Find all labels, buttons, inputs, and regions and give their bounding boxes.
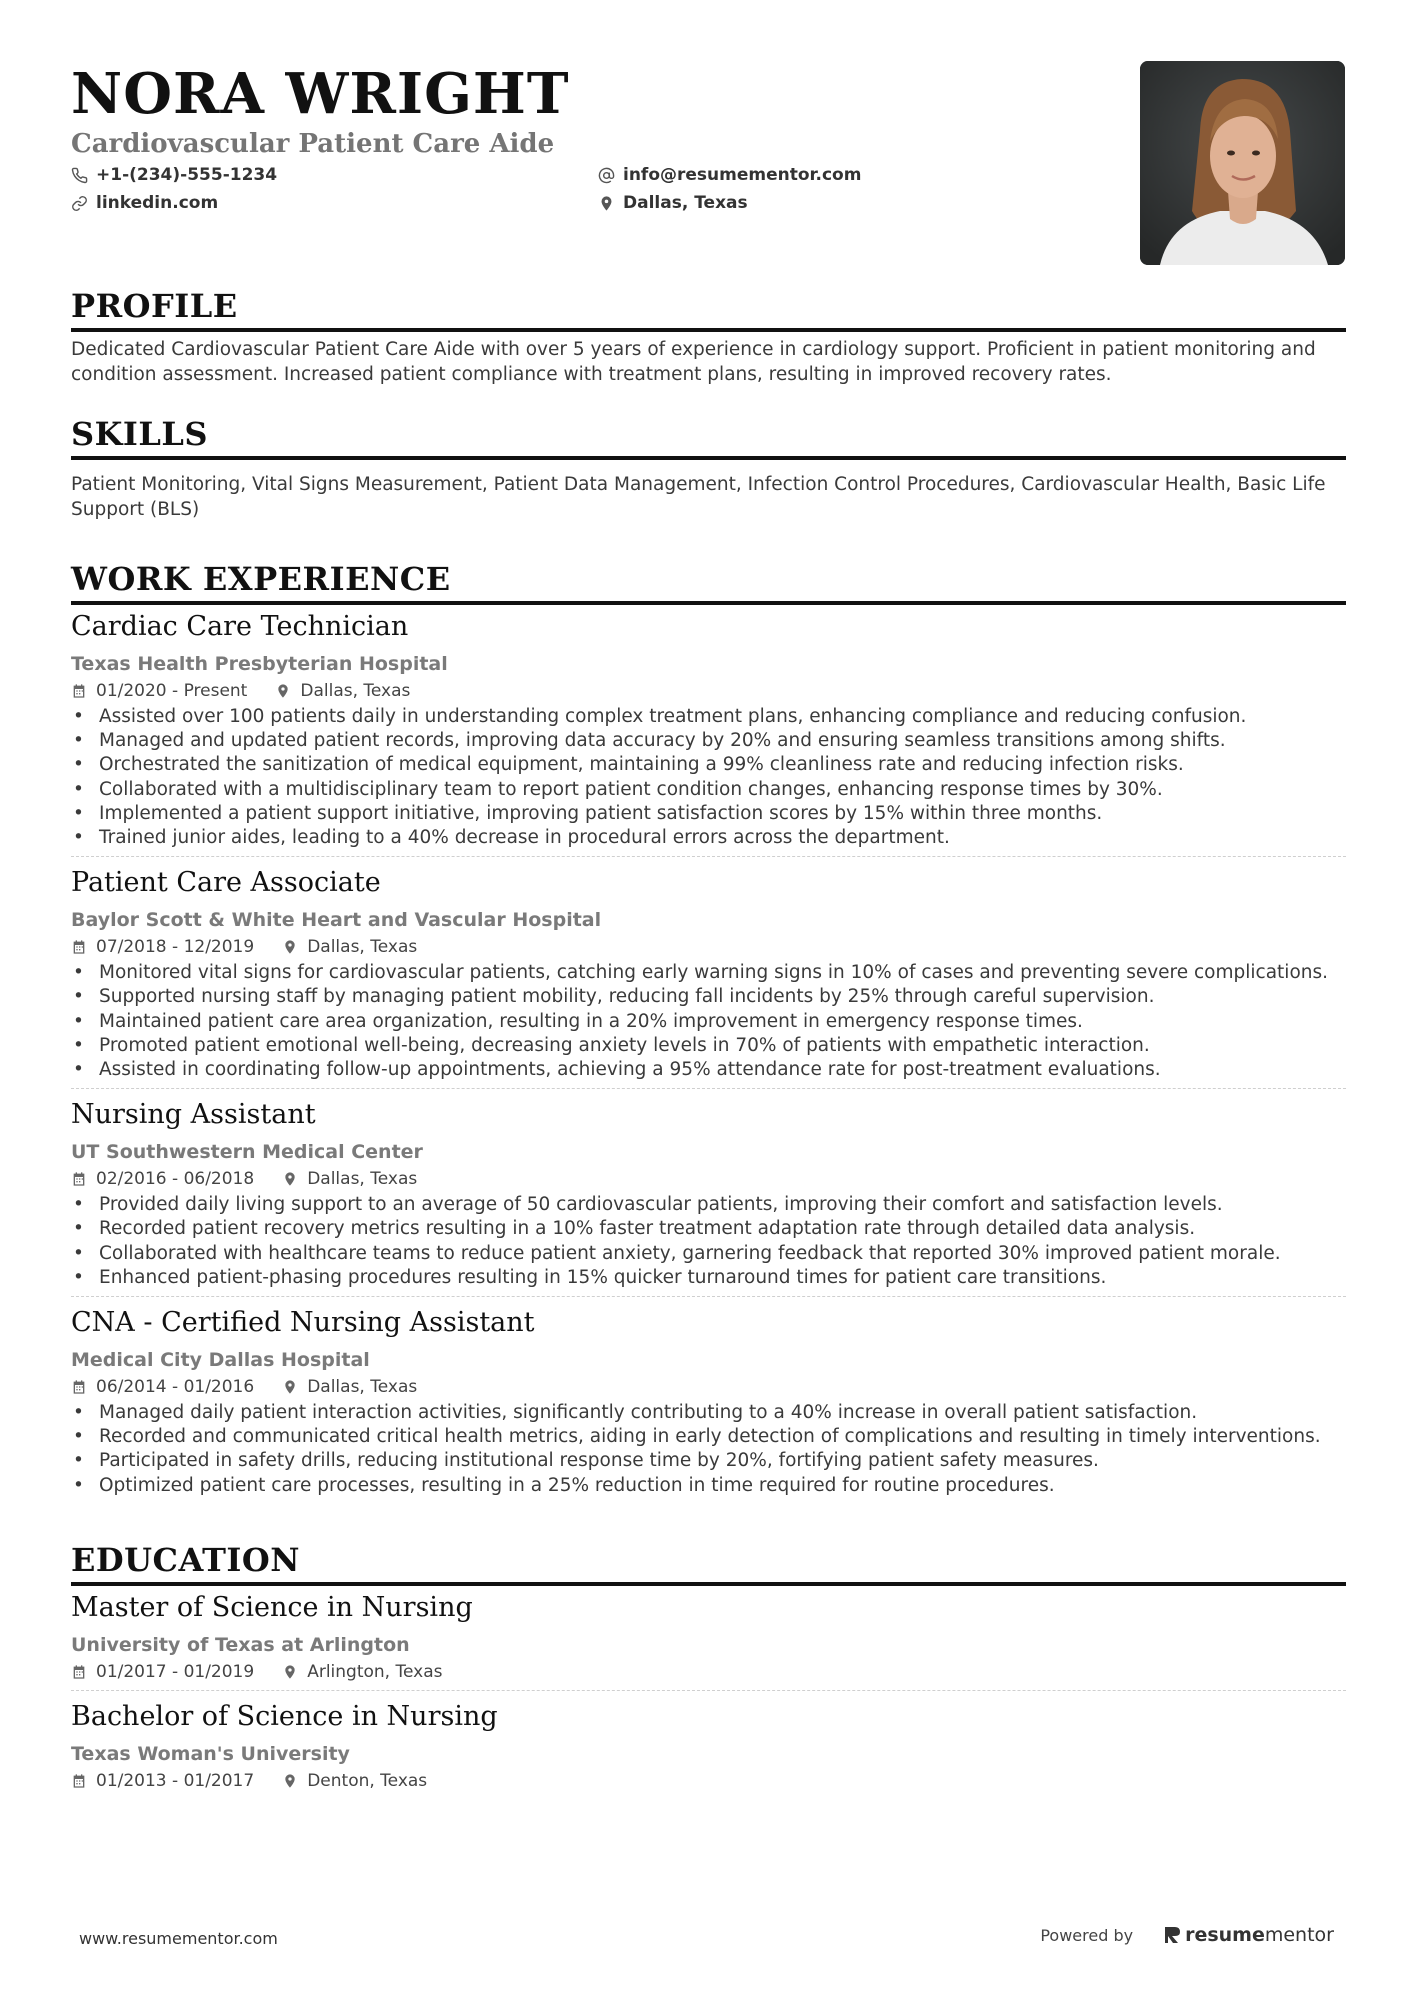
job-bullets (71, 961, 1346, 1082)
location-text: Denton, Texas (307, 1771, 428, 1791)
date-text: 06/2014 - 01/2016 (96, 1377, 255, 1398)
bullet-item: • Collaborated with healthcare teams to reduce patient anxiety, garnering feedback that reported 30% improved patient morale. (71, 1242, 1346, 1266)
date-text: 02/2016 - 06/2018 (96, 1169, 255, 1190)
entry-location (282, 1769, 427, 1793)
job-bullets (71, 1401, 1346, 1498)
map-pin-icon (282, 1664, 298, 1680)
location-text: Dallas, Texas (623, 193, 748, 213)
date-range (71, 1769, 254, 1793)
map-pin-icon (282, 1171, 298, 1187)
bullet-item: • Managed and updated patient records, improving data accuracy by 20% and ensuring seamless transitions among shifts. (71, 729, 1346, 753)
profile-text: Dedicated Cardiovascular Patient Care Aide with over 5 years of experience in cardiology support. Proficient in patient monitoring and condition assessment. Increased patient compliance with treatment plans, resulting in improved recovery rates. (71, 339, 1316, 385)
entry-meta (71, 1660, 1346, 1684)
skills-text: Patient Monitoring, Vital Signs Measurement, Patient Data Management, Infection Control Procedures, Cardiovascular Health, Basic Life Support (BLS) (71, 474, 1326, 520)
date-range (71, 679, 247, 703)
brand-bold: resume (1185, 1924, 1265, 1946)
resumementor-logo-icon (1163, 1925, 1181, 1945)
location-text: Dallas, Texas (307, 937, 418, 958)
experience-heading: WORK EXPERIENCE (71, 560, 1346, 605)
phone-text: +1-(234)-555-1234 (96, 165, 278, 185)
bullet-item: • Promoted patient emotional well-being, decreasing anxiety levels in 70% of patients with empathetic interaction. (71, 1034, 1346, 1058)
date-range (71, 1660, 254, 1684)
education-entry (71, 1590, 1346, 1691)
powered-by-text: Powered by (1040, 1925, 1134, 1945)
calendar-icon (71, 939, 87, 955)
job-organization: UT Southwestern Medical Center (71, 1141, 423, 1164)
bullet-item: • Supported nursing staff by managing patient mobility, reducing fall incidents by 25% through careful supervision. (71, 985, 1346, 1009)
contact-email[interactable] (598, 164, 998, 186)
degree-name: Master of Science in Nursing (71, 1592, 473, 1623)
map-pin-icon (275, 683, 291, 699)
entry-location (282, 1375, 417, 1399)
bullet-item: • Participated in safety drills, reducing institutional response time by 20%, fortifying patient safety measures. (71, 1449, 1346, 1473)
profile-heading: PROFILE (71, 287, 1346, 332)
contact-linkedin[interactable] (71, 192, 598, 214)
job-entry (71, 1097, 1346, 1297)
resume-header (71, 62, 1071, 214)
bullet-item: • Assisted over 100 patients daily in understanding complex treatment plans, enhancing compliance and reducing confusion. (71, 705, 1346, 729)
job-organization: Texas Health Presbyterian Hospital (71, 653, 448, 675)
date-range (71, 1375, 254, 1399)
bullet-item: • Optimized patient care processes, resulting in a 25% reduction in time required for routine procedures. (71, 1474, 1346, 1498)
brand-light: mentor (1264, 1924, 1334, 1946)
email-text: info@resumementor.com (623, 165, 862, 185)
education-entry (71, 1699, 1346, 1799)
school-name: University of Texas at Arlington (71, 1634, 410, 1656)
location-text: Dallas, Texas (307, 1377, 418, 1398)
map-pin-icon (598, 195, 615, 212)
job-bullets (71, 1193, 1346, 1290)
job-role: Nursing Assistant (71, 1099, 316, 1131)
bullet-item: • Monitored vital signs for cardiovascular patients, catching early warning signs in 10% of cases and preventing severe complications. (71, 961, 1346, 985)
job-role: Patient Care Associate (71, 867, 381, 899)
calendar-icon (71, 683, 87, 699)
map-pin-icon (282, 1773, 298, 1789)
map-pin-icon (282, 939, 298, 955)
skills-heading: SKILLS (71, 415, 1346, 460)
date-text: 01/2013 - 01/2017 (96, 1771, 255, 1791)
school-name: Texas Woman's University (71, 1743, 350, 1765)
calendar-icon (71, 1171, 87, 1187)
education-list (71, 1590, 1346, 1799)
at-sign-icon (598, 167, 615, 184)
bullet-item: • Collaborated with a multidisciplinary team to report patient condition changes, enhancing response times by 30%. (71, 778, 1346, 802)
candidate-title: Cardiovascular Patient Care Aide (71, 129, 555, 159)
map-pin-icon (282, 1379, 298, 1395)
date-range (71, 935, 254, 959)
entry-location (282, 1167, 417, 1191)
contact-phone[interactable] (71, 164, 598, 186)
profile-section (71, 287, 1346, 387)
job-entry (71, 609, 1346, 857)
education-heading: EDUCATION (71, 1541, 1346, 1586)
link-icon (71, 195, 88, 212)
calendar-icon (71, 1379, 87, 1395)
entry-meta (71, 1375, 1346, 1399)
bullet-item: • Maintained patient care area organization, resulting in a 20% improvement in emergency response times. (71, 1010, 1346, 1034)
job-entry (71, 1305, 1346, 1504)
bullet-item: • Recorded patient recovery metrics resulting in a 10% faster treatment adaptation rate through detailed data analysis. (71, 1217, 1346, 1241)
bullet-item: • Managed daily patient interaction activities, significantly contributing to a 40% increase in overall patient satisfaction. (71, 1401, 1346, 1425)
phone-icon (71, 167, 88, 184)
job-organization: Baylor Scott & White Heart and Vascular Hospital (71, 909, 602, 932)
bullet-item: • Assisted in coordinating follow-up appointments, achieving a 95% attendance rate for post-treatment evaluations. (71, 1058, 1346, 1082)
location-text: Dallas, Texas (300, 681, 411, 701)
location-text: Arlington, Texas (307, 1662, 443, 1682)
entry-meta (71, 935, 1346, 959)
brand-logo[interactable] (1163, 1924, 1334, 1946)
job-bullets (71, 705, 1346, 850)
calendar-icon (71, 1773, 87, 1789)
education-section (71, 1541, 1346, 1807)
entry-location (282, 935, 417, 959)
linkedin-text: linkedin.com (96, 193, 219, 213)
entry-meta (71, 1769, 1346, 1793)
footer-website[interactable]: www.resumementor.com (79, 1929, 278, 1948)
job-role: Cardiac Care Technician (71, 611, 409, 642)
date-range (71, 1167, 254, 1191)
candidate-name: NORA WRIGHT (71, 61, 570, 127)
calendar-icon (71, 1664, 87, 1680)
entry-meta (71, 679, 1346, 703)
job-role: CNA - Certified Nursing Assistant (71, 1307, 535, 1339)
footer-brand (1040, 1924, 1334, 1946)
date-text: 01/2017 - 01/2019 (96, 1662, 255, 1682)
profile-photo (1140, 61, 1345, 265)
entry-location (275, 679, 410, 703)
job-list (71, 609, 1346, 1504)
location-text: Dallas, Texas (307, 1169, 418, 1190)
job-entry (71, 865, 1346, 1089)
bullet-item: • Orchestrated the sanitization of medical equipment, maintaining a 99% cleanliness rate and reducing infection risks. (71, 753, 1346, 777)
date-text: 01/2020 - Present (96, 681, 248, 701)
degree-name: Bachelor of Science in Nursing (71, 1701, 498, 1732)
skills-section (71, 415, 1346, 522)
bullet-item: • Implemented a patient support initiative, improving patient satisfaction scores by 15% within three months. (71, 802, 1346, 826)
bullet-item: • Enhanced patient-phasing procedures resulting in 15% quicker turnaround times for patient care transitions. (71, 1266, 1346, 1290)
entry-meta (71, 1167, 1346, 1191)
experience-section (71, 560, 1346, 1512)
entry-location (282, 1660, 442, 1684)
bullet-item: • Trained junior aides, leading to a 40% decrease in procedural errors across the department. (71, 826, 1346, 850)
contact-info (71, 164, 1071, 214)
job-organization: Medical City Dallas Hospital (71, 1349, 370, 1372)
bullet-item: • Provided daily living support to an average of 50 cardiovascular patients, improving their comfort and satisfaction levels. (71, 1193, 1346, 1217)
contact-location (598, 192, 998, 214)
bullet-item: • Recorded and communicated critical health metrics, aiding in early detection of complications and resulting in timely interventions. (71, 1425, 1346, 1449)
date-text: 07/2018 - 12/2019 (96, 937, 255, 958)
